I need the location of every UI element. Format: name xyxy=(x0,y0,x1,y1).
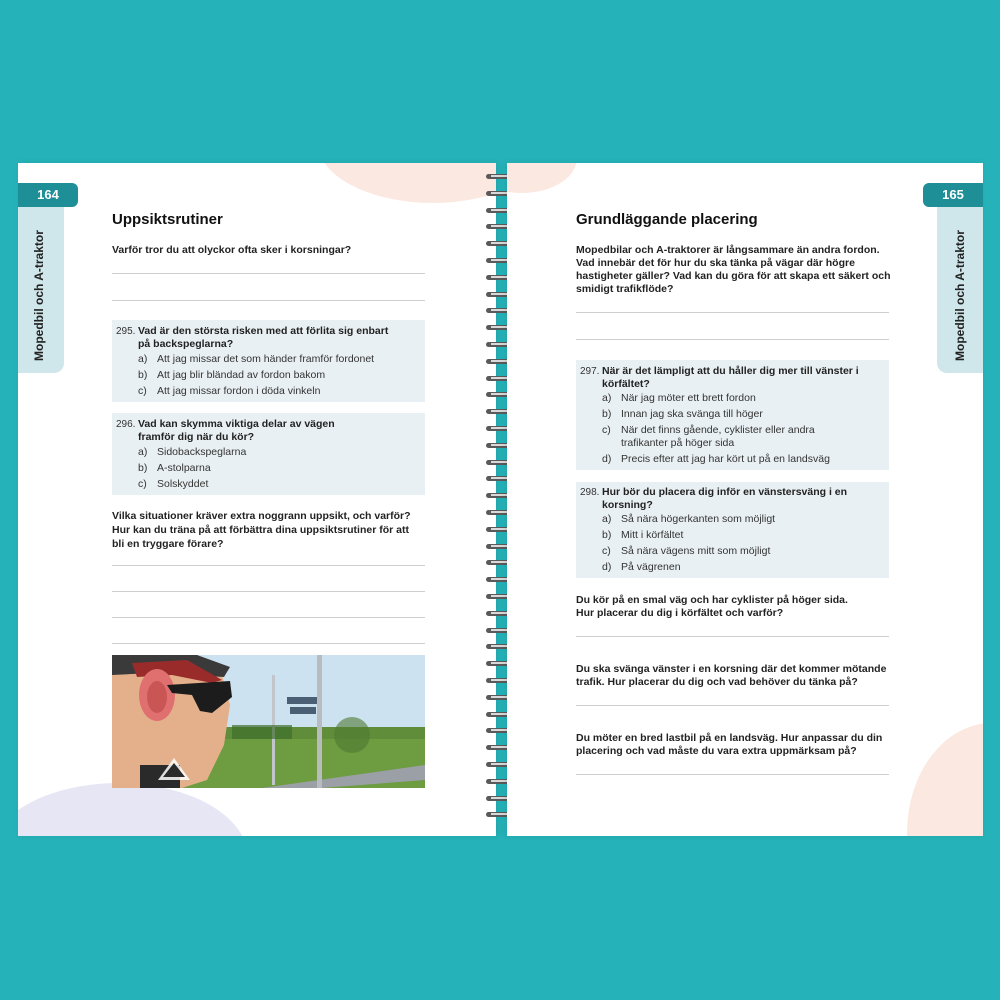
side-tab-label: Mopedbil och A-traktor xyxy=(32,230,46,361)
right-page xyxy=(507,163,983,836)
answer-option[interactable]: a) När jag möter ett brett fordon xyxy=(602,392,756,404)
question-number: 297. xyxy=(580,366,600,377)
prompt-text: Mopedbilar och A-traktorer är långsammare än andra fordon. xyxy=(576,244,880,256)
answer-line[interactable] xyxy=(112,591,425,592)
answer-line[interactable] xyxy=(576,312,889,313)
decor-blob xyxy=(507,163,577,193)
left-page xyxy=(18,163,496,836)
answer-line[interactable] xyxy=(112,617,425,618)
prompt-text: Hur kan du träna på att förbättra dina uppsiktsrutiner för att xyxy=(112,524,409,536)
question-text: på backspeglarna? xyxy=(138,338,234,350)
answer-line[interactable] xyxy=(112,565,425,566)
prompt-text: trafik. Hur placerar du dig och vad behöver du tänka på? xyxy=(576,676,858,688)
page-number: 165 xyxy=(923,183,983,207)
question-number: 296. xyxy=(116,419,136,430)
question-text: körfältet? xyxy=(602,378,650,390)
question-box xyxy=(576,482,889,578)
prompt-text: Vilka situationer kräver extra noggrann uppsikt, och varför? xyxy=(112,510,411,522)
answer-option[interactable]: c) Att jag missar fordon i döda vinkeln xyxy=(138,385,321,397)
question-text: Vad är den största risken med att förlita sig enbart xyxy=(138,325,389,337)
driver-photo xyxy=(112,655,425,788)
prompt-text: Du möter en bred lastbil på en landsväg. Hur anpassar du din xyxy=(576,732,883,744)
answer-line[interactable] xyxy=(576,705,889,706)
side-tab xyxy=(18,183,64,373)
side-tab-label: Mopedbil och A-traktor xyxy=(953,230,967,361)
decor-blob xyxy=(318,163,496,203)
answer-option[interactable]: b) Innan jag ska svänga till höger xyxy=(602,408,763,420)
answer-option[interactable]: b) Att jag blir bländad av fordon bakom xyxy=(138,369,326,381)
answer-line[interactable] xyxy=(576,636,889,637)
question-box xyxy=(576,360,889,470)
answer-option[interactable]: c) Så nära vägens mitt som möjligt xyxy=(602,545,771,557)
page-number: 164 xyxy=(18,183,78,207)
answer-line[interactable] xyxy=(112,643,425,644)
question-number: 298. xyxy=(580,487,600,498)
answer-option[interactable]: b) A-stolparna xyxy=(138,462,211,474)
answer-line[interactable] xyxy=(112,273,425,274)
prompt-text: hastigheter gäller? Vad kan du göra för att skapa ett säkert och xyxy=(576,270,891,282)
question-text: framför dig när du kör? xyxy=(138,431,255,443)
answer-line[interactable] xyxy=(576,774,889,775)
prompt-text: bli en tryggare förare? xyxy=(112,538,224,550)
prompt-text: smidigt trafikflöde? xyxy=(576,283,674,295)
question-box xyxy=(112,413,425,495)
prompt-text: Vad innebär det för hur du ska tänka på vägar där högre xyxy=(576,257,855,269)
page-title: Grundläggande placering xyxy=(576,211,758,228)
answer-option[interactable]: a) Så nära högerkanten som möjligt xyxy=(602,513,776,525)
answer-option[interactable]: a) Sidobackspeglarna xyxy=(138,446,247,458)
prompt-text: Du ska svänga vänster i en korsning där det kommer mötande xyxy=(576,663,887,675)
question-box xyxy=(112,320,425,402)
question-number: 295. xyxy=(116,326,136,337)
prompt-text: Hur placerar du dig i körfältet och varför? xyxy=(576,607,784,619)
answer-line[interactable] xyxy=(576,339,889,340)
question-text: Vad kan skymma viktiga delar av vägen xyxy=(138,418,335,430)
answer-line[interactable] xyxy=(112,300,425,301)
decor-blob xyxy=(907,723,983,836)
question-text: korsning? xyxy=(602,499,653,511)
prompt-text: Varför tror du att olyckor ofta sker i korsningar? xyxy=(112,244,352,256)
answer-option[interactable]: b) Mitt i körfältet xyxy=(602,529,684,541)
answer-option[interactable]: a) Att jag missar det som händer framför fordonet xyxy=(138,353,375,365)
answer-option[interactable]: c) Solskyddet xyxy=(138,478,209,490)
question-text: När är det lämpligt att du håller dig mer till vänster i xyxy=(602,365,859,377)
page-title: Uppsiktsrutiner xyxy=(112,211,223,228)
answer-option[interactable]: c) När det finns gående, cyklister eller andra trafikanter på höger sida xyxy=(602,424,815,449)
side-tab xyxy=(937,183,983,373)
prompt-text: placering och vad måste du vara extra uppmärksam på? xyxy=(576,745,857,757)
prompt-text: Du kör på en smal väg och har cyklister på höger sida. xyxy=(576,594,848,606)
decor-blob xyxy=(18,783,248,836)
question-text: Hur bör du placera dig inför en vänstersväng i en xyxy=(602,486,848,498)
answer-option[interactable]: d) På vägrenen xyxy=(602,561,681,573)
answer-option[interactable]: d) Precis efter att jag har kört ut på en landsväg xyxy=(602,453,830,465)
